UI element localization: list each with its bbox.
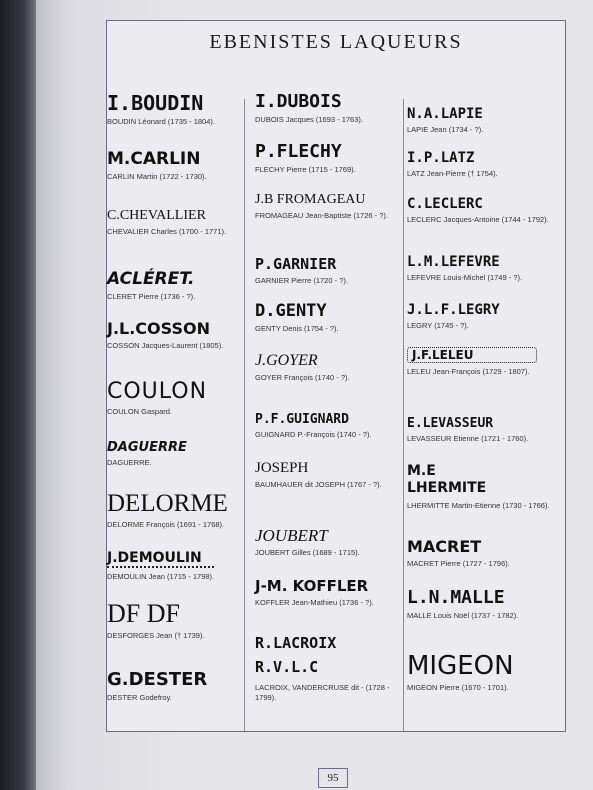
column-divider — [244, 99, 245, 731]
stamp-caption: DESFORGES Jean († 1739). — [107, 631, 205, 640]
stamp-caption: CHEVALIER Charles (1700 - 1771). — [107, 227, 227, 236]
stamp-entry — [107, 671, 207, 703]
stamp-entry — [255, 353, 350, 383]
stamp-caption: DAGUERRE. — [107, 458, 152, 467]
stamp-entry — [255, 461, 395, 490]
stamp-mark: ACLÉRET. — [107, 269, 195, 289]
stamp-mark: P.GARNIER — [255, 255, 337, 273]
stamp-entry — [407, 197, 557, 225]
stamp-entry — [407, 151, 498, 179]
stamp-mark: M.E LHERMITE — [407, 463, 487, 496]
stamp-entry — [255, 193, 395, 221]
stamp-entry — [255, 143, 356, 175]
stamp-mark: M.CARLIN — [107, 149, 201, 169]
stamp-entry — [107, 441, 187, 468]
stamp-caption: LACROIX, VANDERCRUSE dit - (1728 - 1799). — [255, 683, 390, 702]
stamp-mark: J.GOYER — [255, 352, 318, 369]
stamp-entry — [255, 257, 348, 286]
stamp-caption: MACRET Pierre (1727 - 1796). — [407, 559, 510, 568]
stamp-mark: I.DUBOIS — [255, 91, 342, 112]
stamp-caption: COSSON Jacques-Laurent (1805). — [107, 341, 224, 350]
stamp-mark: DAGUERRE — [107, 440, 187, 455]
stamp-caption: CARLIN Martin (1722 - 1730). — [107, 172, 207, 181]
stamp-entry — [407, 417, 528, 444]
stamp-caption: KOFFLER Jean-Mathieu (1736 - ?). — [255, 598, 374, 607]
stamp-entry — [255, 631, 399, 703]
stamp-entry — [407, 303, 500, 331]
stamp-caption: JOUBERT Gilles (1689 - 1715). — [255, 548, 360, 557]
stamp-caption: CLERET Pierre (1736 - ?). — [107, 292, 196, 301]
stamp-mark: R.LACROIX R.V.L.C — [255, 634, 337, 676]
stamp-caption: BOUDIN Léonard (1735 - 1804). — [107, 117, 215, 126]
stamp-caption: DUBOIS Jacques (1693 - 1763). — [255, 115, 363, 124]
stamp-mark: L.N.MALLE — [407, 587, 505, 608]
stamp-caption: LAPIE Jean (1734 - ?). — [407, 125, 484, 134]
stamp-mark: C.CHEVALLIER — [107, 208, 206, 223]
stamp-mark: COULON — [107, 379, 208, 404]
column-divider — [403, 99, 404, 731]
stamp-entry — [107, 551, 214, 582]
stamp-entry — [107, 209, 226, 237]
stamp-entry — [107, 321, 239, 351]
stamp-entry — [255, 303, 339, 334]
stamp-entry — [107, 491, 228, 530]
stamp-caption: GARNIER Pierre (1720 - ?). — [255, 276, 348, 285]
stamp-mark: P.FLECHY — [255, 141, 342, 162]
stamp-mark: D.GENTY — [255, 301, 327, 321]
stamp-caption: MIGEON Pierre (1670 - 1701). — [407, 683, 509, 692]
stamp-entry — [407, 255, 522, 283]
stamp-caption: GOYER François (1740 - ?). — [255, 373, 350, 382]
stamp-entry — [407, 107, 483, 135]
stamp-mark: JOSEPH — [255, 460, 309, 476]
stamp-mark: DELORME — [107, 490, 228, 517]
book-spine-shadow — [0, 0, 40, 790]
stamp-mark: I.BOUDIN — [107, 91, 204, 115]
stamp-mark: G.DESTER — [107, 669, 208, 690]
stamp-mark: J.DEMOULIN — [107, 551, 214, 568]
page-number: 95 — [318, 768, 348, 788]
stamp-caption: GENTY Denis (1754 - ?). — [255, 324, 339, 333]
stamp-caption: FROMAGEAU Jean-Baptiste (1726 - ?). — [255, 211, 388, 220]
stamp-mark: J.B FROMAGEAU — [255, 192, 366, 207]
stamp-mark: L.M.LEFEVRE — [407, 254, 500, 270]
stamp-table-frame — [106, 20, 566, 732]
stamp-entry — [255, 579, 374, 608]
stamp-caption: DESTER Godefroy. — [107, 693, 172, 702]
stamp-caption: LEGRY (1745 - ?). — [407, 321, 469, 330]
stamp-caption: DELORME François (1691 - 1768). — [107, 520, 225, 529]
stamp-mark: N.A.LAPIE — [407, 106, 483, 122]
stamp-mark: MACRET — [407, 537, 482, 556]
stamp-caption: LATZ Jean-Pierre († 1754). — [407, 169, 498, 178]
stamp-mark: C.LECLERC — [407, 196, 483, 212]
stamp-mark: P.F.GUIGNARD — [255, 412, 349, 427]
stamp-entry — [107, 151, 207, 182]
stamp-caption: LHERMITTE Martin-Etienne (1730 - 1766). — [407, 500, 550, 510]
stamp-entry — [255, 413, 372, 440]
stamp-mark: MIGEON — [407, 651, 514, 681]
stamp-entry — [407, 653, 514, 693]
stamp-caption: MALLE Louis Noël (1737 - 1782). — [407, 611, 519, 620]
stamp-caption: FLECHY Pierre (1715 - 1769). — [255, 165, 356, 174]
stamp-entry — [407, 589, 518, 621]
stamp-caption: LELEU Jean-François (1729 - 1807). — [407, 367, 530, 376]
stamp-entry — [255, 93, 363, 125]
stamp-caption: LEVASSEUR Etienne (1721 - 1760). — [407, 434, 529, 443]
stamp-mark: E.LEVASSEUR — [407, 416, 494, 431]
stamp-caption: COULON Gaspard. — [107, 407, 173, 416]
stamp-mark: DF DF — [107, 599, 180, 628]
stamp-entry — [407, 539, 510, 569]
stamp-entry — [407, 463, 557, 511]
stamp-mark: J.L.F.LEGRY — [407, 302, 500, 318]
stamp-caption: BAUMHAUER dit JOSEPH (1767 - ?). — [255, 480, 382, 489]
stamp-caption: DEMOULIN Jean (1715 - 1798). — [107, 572, 215, 581]
stamp-mark: J.F.LELEU — [407, 347, 537, 363]
stamp-mark: J.L.COSSON — [107, 319, 210, 338]
stamp-entry — [407, 347, 537, 377]
stamp-entry — [107, 93, 215, 127]
stamp-caption: LEFEVRE Louis-Michel (1749 - ?). — [407, 273, 523, 282]
stamp-caption: LECLERC Jacques-Antoine (1744 - 1792). — [407, 215, 549, 224]
stamp-entry — [107, 381, 207, 417]
stamp-entry — [255, 527, 360, 558]
stamp-caption: GUIGNARD P.-François (1740 - ?). — [255, 430, 372, 439]
stamp-mark: J-M. KOFFLER — [255, 577, 369, 595]
stamp-entry — [107, 601, 205, 641]
stamp-mark: JOUBERT — [255, 526, 328, 545]
stamp-mark: I.P.LATZ — [407, 150, 475, 166]
page-title: EBENISTES LAQUEURS — [209, 31, 463, 53]
stamp-entry — [107, 271, 195, 302]
